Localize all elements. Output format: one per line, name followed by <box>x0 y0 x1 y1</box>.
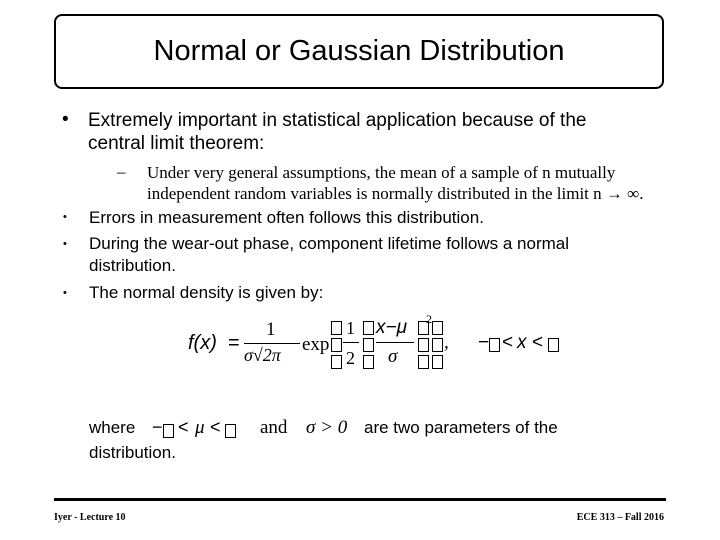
footer-left: Iyer - Lecture 10 <box>54 512 126 523</box>
eq-equals: = <box>228 332 240 354</box>
eq-range-lt-1: < <box>502 332 514 353</box>
eq-placeholder-glyph <box>432 319 443 337</box>
bullet-4: The normal density is given by: <box>89 283 324 302</box>
eq-fraction-bar <box>244 343 300 344</box>
parameters-math <box>150 414 360 442</box>
eq-numerator: 1 <box>266 319 276 340</box>
eq-denominator: σ√2π <box>244 345 281 365</box>
title-box <box>54 14 664 89</box>
eq-placeholder-glyph <box>331 319 342 337</box>
slide-title: Normal or Gaussian Distribution <box>153 35 565 67</box>
eq-half-denominator: 2 <box>346 348 355 368</box>
bullet-marker: • <box>62 109 69 130</box>
eq-half-numerator: 1 <box>346 318 355 338</box>
where-line-2: distribution. <box>89 443 176 462</box>
where-line-1-start: where <box>89 418 136 437</box>
bullet-1 <box>88 109 586 155</box>
eq-placeholder-glyph <box>418 353 429 371</box>
footer-right: ECE 313 – Fall 2016 <box>576 512 664 523</box>
where-lt-1: < <box>178 417 189 437</box>
where-and: and <box>260 417 288 438</box>
eq-comma: , <box>444 332 449 353</box>
bullet-1-line-2: central limit theorem: <box>88 133 265 154</box>
eq-placeholder-glyph <box>331 353 342 371</box>
sub-bullet-1 <box>147 162 644 204</box>
where-placeholder-glyph <box>225 422 236 440</box>
sub-bullet-dash: – <box>117 162 126 181</box>
eq-power: 2 <box>426 312 432 326</box>
bullet-1-line-1: Extremely important in statistical application because of the <box>88 110 587 131</box>
eq-range-minus: − <box>478 332 490 353</box>
bullet-3-line-2: distribution. <box>89 256 176 275</box>
eq-x-minus-mu: x−μ <box>376 317 408 338</box>
eq-half-bar <box>343 342 359 343</box>
sub-bullet-1-line-2: independent random variables is normally distributed in the limit n → ∞. <box>147 184 644 203</box>
where-placeholder-glyph <box>163 422 174 440</box>
eq-inner-bar <box>376 342 414 343</box>
where-mu: μ <box>195 417 205 438</box>
eq-placeholder-glyph <box>363 319 374 337</box>
eq-f-of-x: f(x) <box>188 332 217 354</box>
bullet-marker: • <box>63 211 67 223</box>
sub-bullet-1-line-1: Under very general assumptions, the mean of a sample of n mutually <box>147 163 616 182</box>
eq-range-lt-2: < <box>532 332 544 353</box>
eq-placeholder-glyph <box>548 336 559 354</box>
where-minus: − <box>152 417 163 437</box>
eq-placeholder-glyph <box>418 336 429 354</box>
where-sigma-positive: σ > 0 <box>306 417 348 438</box>
eq-placeholder-glyph <box>432 336 443 354</box>
eq-exp: exp <box>302 334 330 355</box>
bullet-3 <box>89 233 569 277</box>
eq-placeholder-glyph <box>489 336 500 354</box>
footer-rule <box>54 498 666 501</box>
eq-placeholder-glyph <box>432 353 443 371</box>
eq-sigma: σ <box>388 346 398 367</box>
eq-placeholder-glyph <box>363 353 374 371</box>
eq-placeholder-glyph <box>331 336 342 354</box>
bullet-marker: • <box>63 287 67 299</box>
normal-density-equation <box>186 314 566 374</box>
bullet-marker: • <box>63 238 67 250</box>
eq-placeholder-glyph <box>363 336 374 354</box>
eq-range-x: x <box>517 332 527 353</box>
bullet-3-line-1: During the wear-out phase, component lifetime follows a normal <box>89 234 570 253</box>
where-lt-2: < <box>210 417 221 437</box>
where-line-1-end: are two parameters of the <box>364 418 558 437</box>
bullet-2: Errors in measurement often follows this distribution. <box>89 208 484 227</box>
